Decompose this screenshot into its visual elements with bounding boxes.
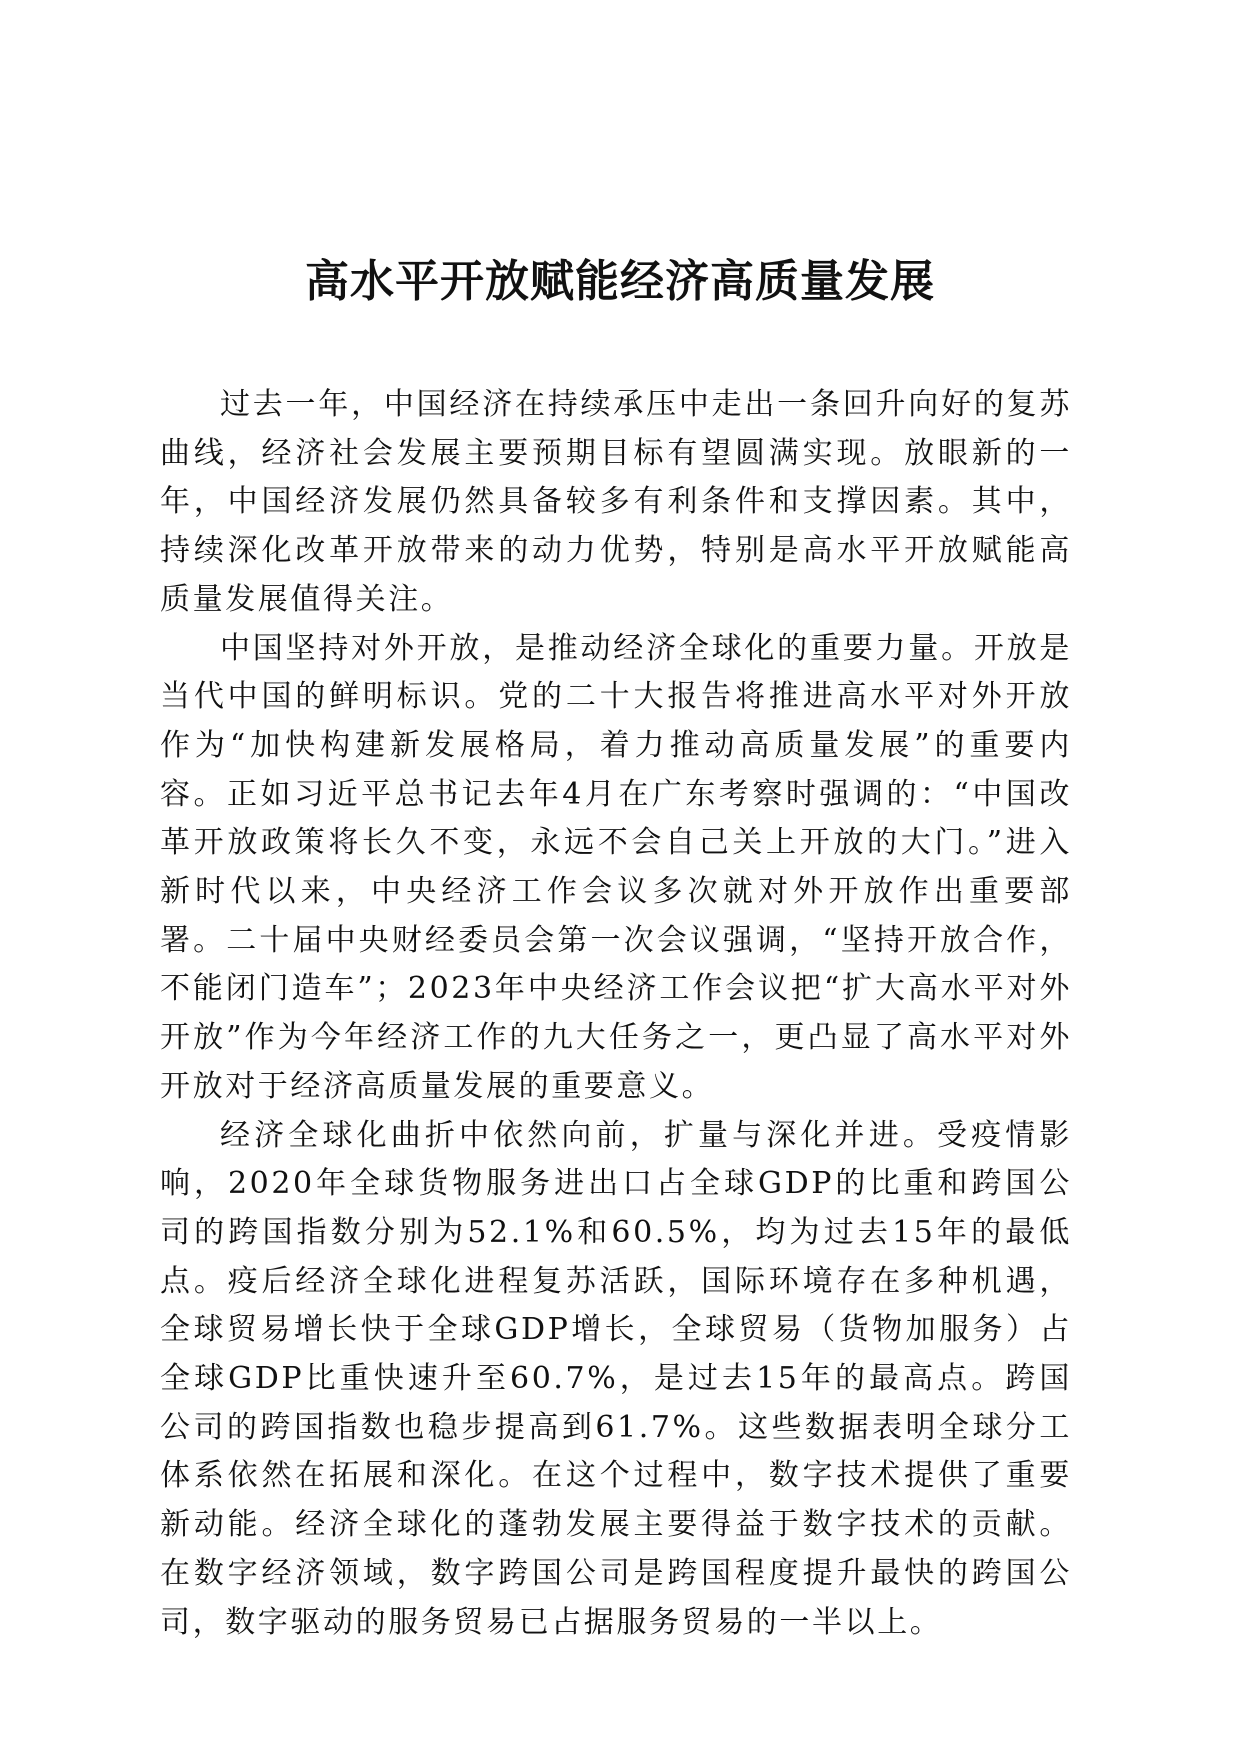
paragraph-2: 中国坚持对外开放，是推动经济全球化的重要力量。开放是当代中国的鲜明标识。党的二十大报告将推进高水平对外开放作为“加快构建新发展格局，着力推动高质量发展”的重要内容。正如习近平总书记去年4月在广东考察时强调的：“中国改革开放政策将长久不变，永远不会自己关上开放的大门。”进入新时代以来，中央经济工作会议多次就对外开放作出重要部署。二十届中央财经委员会第一次会议强调，“坚持开放合作，不能闭门造车”；2023年中央经济工作会议把“扩大高水平对外开放”作为今年经济工作的九大任务之一，更凸显了高水平对外开放对于经济高质量发展的重要意义。	[160, 630, 1072, 1104]
paragraph-3: 经济全球化曲折中依然向前，扩量与深化并进。受疫情影响，2020年全球货物服务进出口占全球GDP的比重和跨国公司的跨国指数分别为52.1%和60.5%，均为过去15年的最低点。疫后经济全球化进程复苏活跃，国际环境存在多种机遇，全球贸易增长快于全球GDP增长，全球贸易（货物加服务）占全球GDP比重快速升至60.7%，是过去15年的最高点。跨国公司的跨国指数也稳步提高到61.7%。这些数据表明全球分工体系依然在拓展和深化。在这个过程中，数字技术提供了重要新动能。经济全球化的蓬勃发展主要得益于数字技术的贡献。在数字经济领域，数字跨国公司是跨国程度提升最快的跨国公司，数字驱动的服务贸易已占据服务贸易的一半以上。	[160, 1117, 1072, 1640]
document-body	[160, 381, 1072, 1647]
document-title: 高水平开放赋能经济高质量发展	[305, 256, 935, 307]
paragraph-1: 过去一年，中国经济在持续承压中走出一条回升向好的复苏曲线，经济社会发展主要预期目标有望圆满实现。放眼新的一年，中国经济发展仍然具备较多有利条件和支撑因素。其中，持续深化改革开放带来的动力优势，特别是高水平开放赋能高质量发展值得关注。	[160, 387, 1072, 617]
